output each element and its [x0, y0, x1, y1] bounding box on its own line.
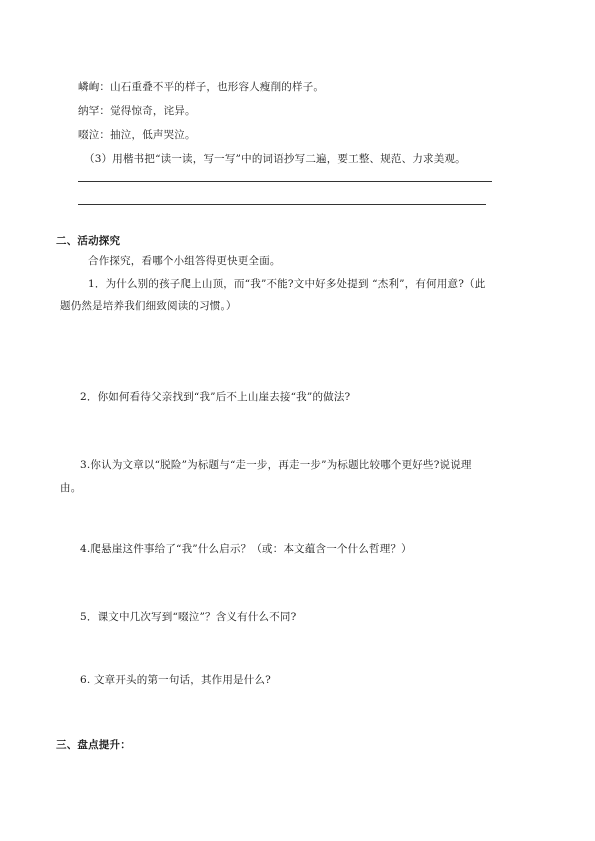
question-5: 5．课文中几次写到“啜泣”？含义有什么不同?	[80, 611, 297, 623]
vocab-line-chuoqi: 啜泣：抽泣，低声哭泣。	[78, 129, 196, 141]
question-4: 4.爬悬崖这件事给了“我”什么启示？（或：本文蕴含一个什么哲理？）	[80, 543, 412, 555]
question-6: 6. 文章开头的第一句话，其作用是什么?	[80, 674, 271, 686]
question-1-line2: 题仍然是培养我们细致阅读的习惯。）	[60, 300, 237, 312]
section2-heading: 二、活动探究	[56, 235, 121, 247]
answer-line-1	[78, 181, 492, 182]
question-2: 2．你如何看待父亲找到“我”后不上山崖去接“我”的做法?	[80, 391, 351, 403]
section2-intro: 合作探究，看哪个小组答得更快更全面。	[88, 255, 281, 267]
task3-instruction: （3）用楷书把“读一读，写一写”中的词语抄写二遍，要工整、规范、力求美观。	[84, 153, 466, 165]
question-3-line1: 3.你认为文章以“脱险”为标题与“走一步，再走一步”为标题比较哪个更好些?说说理	[80, 459, 472, 471]
question-1-line1: 1．为什么别的孩子爬上山顶，而“我”不能?文中好多处提到 “杰利”，有何用意?（此	[88, 278, 486, 290]
question-3-line2: 由。	[60, 482, 82, 494]
vocab-line-nahan: 纳罕：觉得惊奇，诧异。	[78, 105, 196, 117]
section3-heading: 三、盘点提升：	[56, 739, 131, 751]
vocab-line-linxun: 嶙峋：山石重叠不平的样子，也形容人瘦削的样子。	[78, 81, 325, 93]
answer-line-2	[78, 204, 486, 205]
